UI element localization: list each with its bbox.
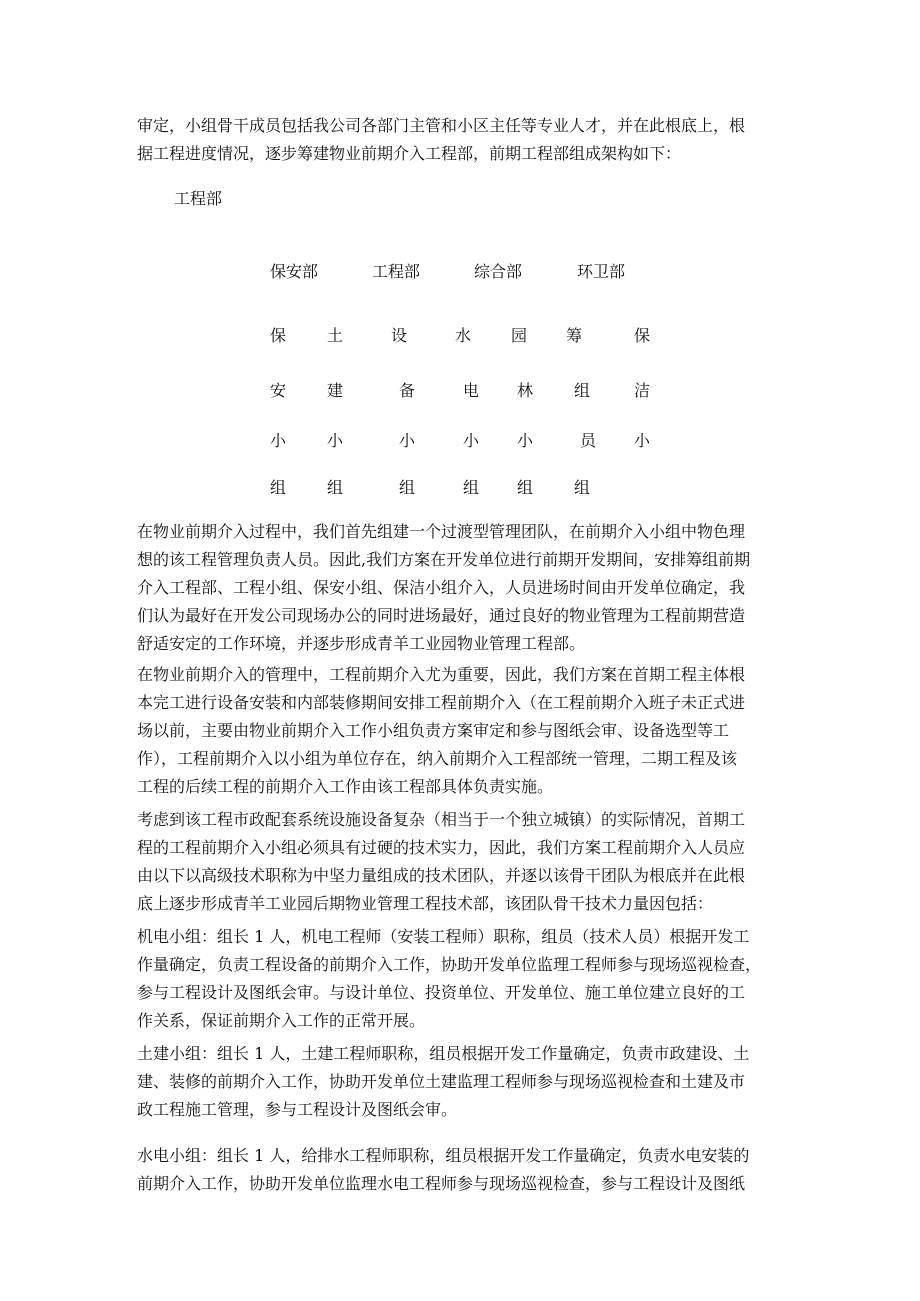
text-line: 想的该工程管理负责人员。因此,我们方案在开发单位进行前期开发期间，安排筹组前期 (137, 550, 751, 569)
text-line: 政工程施工管理，参与工程设计及图纸会审。 (137, 1100, 458, 1119)
group-char: 组 (327, 478, 344, 497)
text-line: 在物业前期介入的管理中，工程前期介入尤为重要，因此，我们方案在首期工程主体根 (137, 665, 746, 684)
paragraph-electromechanical-group (137, 923, 787, 1035)
group-char: 组 (463, 478, 480, 497)
org-chart-top-department: 工程部 (174, 189, 223, 208)
group-char: 组 (574, 478, 591, 497)
group-char: 小 (634, 431, 651, 450)
paragraph-engineering-intervention (137, 661, 787, 801)
department-row (0, 258, 920, 286)
group-char: 洁 (634, 381, 651, 400)
group-char: 组 (574, 381, 591, 400)
group-char: 员 (580, 431, 597, 450)
group-char: 建 (327, 381, 344, 400)
group-char: 小 (399, 431, 416, 450)
group-char: 小 (270, 431, 287, 450)
paragraph-water-electric-group (137, 1142, 787, 1198)
group-char: 安 (270, 381, 287, 400)
text-line: 们认为最好在开发公司现场办公的同时进场最好，通过良好的物业管理为工程前期营造 (137, 606, 746, 625)
group-char: 园 (511, 326, 528, 345)
text-line: 场以前，主要由物业前期介入工作小组负责方案审定和参与图纸会审、设备选型等工 (137, 721, 730, 740)
paragraph-technical-team (137, 806, 787, 918)
group-char: 设 (391, 326, 408, 345)
text-line: 作关系，保证前期介入工作的正常开展。 (137, 1011, 426, 1030)
group-char: 组 (399, 478, 416, 497)
group-char: 林 (517, 381, 534, 400)
department-general: 综合部 (474, 262, 523, 281)
text-line: 在物业前期介入过程中，我们首先组建一个过渡型管理团队，在前期介入小组中物色理 (137, 522, 746, 541)
group-char: 水 (455, 326, 472, 345)
group-char: 组 (270, 478, 287, 497)
text-line: 工程的后续工程的前期介入工作由该工程部具体负责实施。 (137, 777, 554, 796)
group-char: 小 (517, 431, 534, 450)
intro-paragraph (137, 112, 787, 168)
department-engineering: 工程部 (372, 262, 421, 281)
text-line: 据工程进度情况，逐步筹建物业前期介入工程部，前期工程部组成架构如下： (137, 144, 682, 163)
text-line: 考虑到该工程市政配套系统设施设备复杂（相当于一个独立城镇）的实际情况，首期工 (137, 810, 746, 829)
text-line: 水电小组：组长 1 人，给排水工程师职称，组员根据开发工作量确定，负责水电安装的 (137, 1146, 750, 1165)
group-char: 组 (517, 478, 534, 497)
group-char: 土 (327, 326, 344, 345)
text-line: 建、装修的前期介入工作，协助开发单位土建监理工程师参与现场巡视检查和土建及市 (137, 1072, 746, 1091)
text-line: 审定，小组骨干成员包括我公司各部门主管和小区主任等专业人才，并在此根底上，根 (137, 116, 746, 135)
text-line: 前期介入工作，协助开发单位监理水电工程师参与现场巡视检查，参与工程设计及图纸 (137, 1174, 746, 1193)
text-line: 由以下以高级技术职称为中坚力量组成的技术团队，并逐以该骨干团队为根底并在此根 (137, 866, 746, 885)
text-line: 程的工程前期介入小组必须具有过硬的技术实力，因此，我们方案工程前期介入人员应 (137, 838, 746, 857)
group-char: 筹 (566, 326, 583, 345)
text-line: 作），工程前期介入以小组为单位存在，纳入前期介入工程部统一管理，二期工程及该 (137, 749, 738, 768)
text-line: 参与工程设计及图纸会审。与设计单位、投资单位、开发单位、施工单位建立良好的工 (137, 983, 746, 1002)
text-line: 介入工程部、工程小组、保安小组、保洁小组介入，人员进场时间由开发单位确定，我 (137, 578, 746, 597)
group-char: 备 (399, 381, 416, 400)
text-line: 本完工进行设备安装和内部装修期间安排工程前期介入（在工程前期介入班子未正式进 (137, 693, 746, 712)
text-line: 底上逐步形成青羊工业园后期物业管理工程技术部，该团队骨干技术力量因包括： (137, 894, 714, 913)
department-sanitation: 环卫部 (577, 262, 626, 281)
department-security: 保安部 (270, 262, 319, 281)
text-line: 舒适安定的工作环境，并逐步形成青羊工业园物业管理工程部。 (137, 634, 586, 653)
group-char: 电 (463, 381, 480, 400)
group-char: 保 (270, 326, 287, 345)
text-line: 作量确定，负责工程设备的前期介入工作，协助开发单位监理工程师参与现场巡视检查， (137, 955, 762, 974)
text-line: 土建小组：组长 1 人，土建工程师职称，组员根据开发工作量确定，负责市政建设、土 (137, 1044, 750, 1063)
group-char: 小 (463, 431, 480, 450)
group-char: 小 (327, 431, 344, 450)
group-char: 保 (634, 326, 651, 345)
paragraph-civil-group (137, 1040, 787, 1124)
text-line: 机电小组：组长 1 人，机电工程师（安装工程师）职称，组员（技术人员）根据开发工 (137, 927, 750, 946)
paragraph-transition-team (137, 518, 787, 658)
